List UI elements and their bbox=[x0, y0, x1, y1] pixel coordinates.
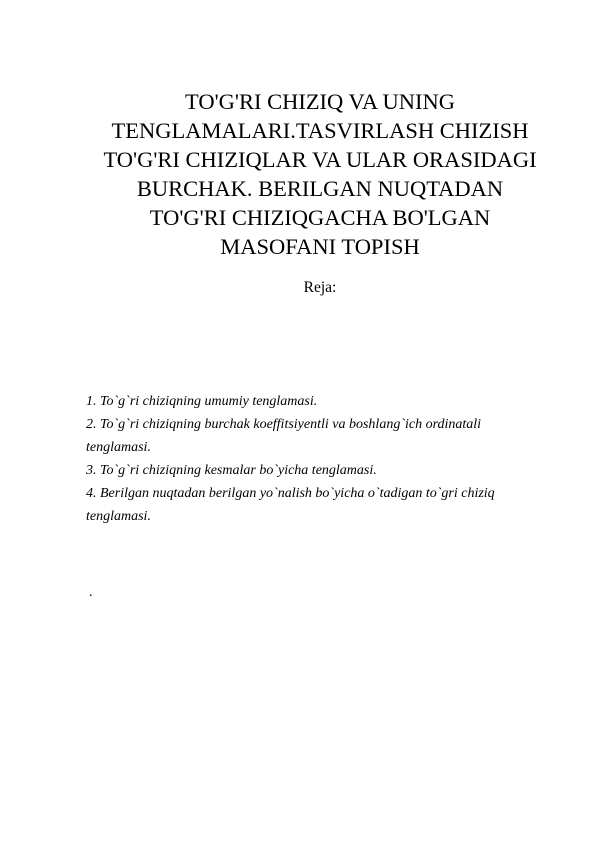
document-title bbox=[70, 87, 570, 261]
trailing-dot: . bbox=[89, 585, 93, 600]
plan-list bbox=[86, 390, 556, 528]
title-line: TO'G'RI CHIZIQ VA UNING bbox=[185, 89, 455, 114]
title-line: TENGLAMALARI.TASVIRLASH CHIZISH bbox=[111, 118, 529, 143]
title-line: TO'G'RI CHIZIQLAR VA ULAR ORASIDAGI bbox=[103, 147, 537, 172]
plan-item-continuation: tenglamasi. bbox=[86, 509, 151, 524]
plan-item: 4. Berilgan nuqtadan berilgan yo`nalish bo`yicha o`tadigan to`gri chiziq bbox=[86, 486, 495, 501]
plan-heading: Reja: bbox=[303, 279, 337, 296]
plan-item: 1. To`g`ri chiziqning umumiy tenglamasi. bbox=[86, 394, 318, 409]
plan-item: 3. To`g`ri chiziqning kesmalar bo`yicha tenglamasi. bbox=[86, 463, 377, 478]
plan-item-continuation: tenglamasi. bbox=[86, 440, 151, 455]
plan-item: 2. To`g`ri chiziqning burchak koeffitsiyentli va boshlang`ich ordinatali bbox=[86, 417, 482, 432]
title-line: MASOFANI TOPISH bbox=[220, 234, 420, 259]
title-line: TO'G'RI CHIZIQGACHA BO'LGAN bbox=[149, 205, 491, 230]
title-line: BURCHAK. BERILGAN NUQTADAN bbox=[136, 176, 504, 201]
